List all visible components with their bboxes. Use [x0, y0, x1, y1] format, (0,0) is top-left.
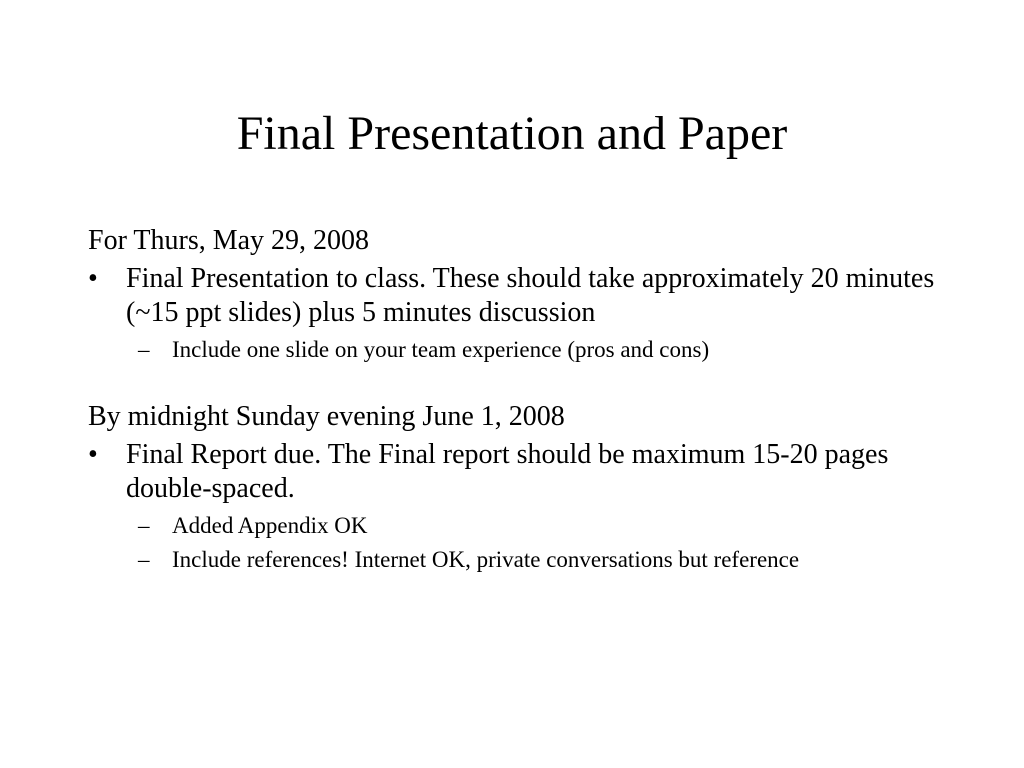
sub-bullet-list	[88, 512, 948, 574]
sub-bullet-marker: –	[138, 547, 150, 572]
section-heading: For Thurs, May 29, 2008	[88, 225, 370, 256]
slide-title: Final Presentation and Paper	[236, 107, 788, 160]
bullet-marker: •	[88, 263, 98, 294]
bullet-text: Final Presentation to class. These should take approximately 20 minutes (~15 ppt slides) plus 5 minutes discussion	[126, 263, 935, 328]
section-report	[88, 400, 948, 574]
sub-bullet-item	[88, 546, 948, 574]
bullet-marker: •	[88, 439, 98, 470]
section-spacer	[88, 364, 948, 400]
sub-bullet-text: Include one slide on your team experience (pros and cons)	[172, 337, 710, 362]
bullet-text: Final Report due. The Final report should be maximum 15-20 pages double-spaced.	[126, 439, 889, 504]
sub-bullet-marker: –	[138, 513, 150, 538]
sub-bullet-item	[88, 512, 948, 540]
sub-bullet-text: Added Appendix OK	[172, 513, 368, 538]
bullet-item	[88, 438, 948, 506]
section-heading: By midnight Sunday evening June 1, 2008	[88, 401, 565, 432]
sub-bullet-text: Include references! Internet OK, private conversations but reference	[172, 547, 800, 572]
sub-bullet-marker: –	[138, 337, 150, 362]
bullet-item	[88, 262, 948, 330]
sub-bullet-list	[88, 336, 948, 364]
slide-body	[88, 224, 948, 574]
section-presentation	[88, 224, 948, 364]
sub-bullet-item	[88, 336, 948, 364]
